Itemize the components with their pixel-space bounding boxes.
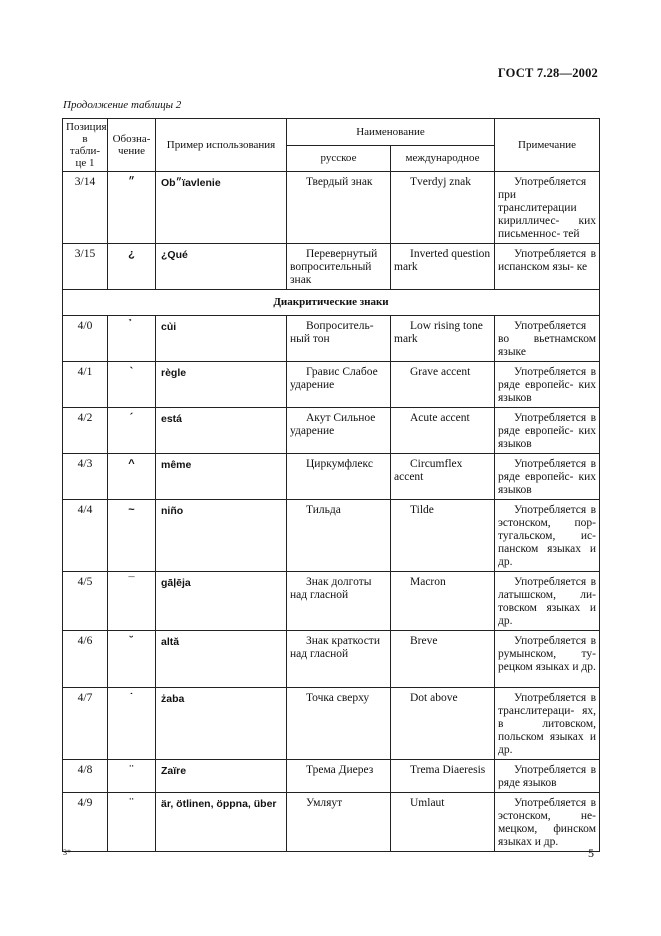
row-example-text: niño (161, 505, 184, 517)
row-international-name (391, 631, 495, 688)
row-russian-name-text: Трема Диерез (306, 764, 374, 776)
table-row (63, 793, 600, 852)
row-note-text: Употребляется во вьетнамском языке (498, 320, 596, 358)
row-designation (108, 244, 156, 290)
row-position-text: 4/2 (77, 412, 93, 424)
row-international-name-text: Acute accent (410, 412, 470, 424)
row-designation-text: ´ (129, 412, 134, 424)
row-designation (108, 688, 156, 760)
header-position: Позиция в табли- це 1 (63, 119, 108, 172)
row-position (63, 362, 108, 408)
row-russian-name (287, 500, 391, 572)
row-russian-name-text: Вопроситель- ный тон (290, 320, 374, 345)
row-position (63, 172, 108, 244)
table-row (63, 244, 600, 290)
row-position-text: 3/15 (74, 248, 96, 260)
row-example (156, 793, 287, 852)
row-international-name-text: Breve (410, 635, 438, 647)
row-note-text: Употребляется при транслитерации кирилличес- ких письменнос- тей (498, 176, 596, 240)
row-position (63, 454, 108, 500)
row-position-text: 4/3 (77, 458, 93, 470)
row-international-name (391, 172, 495, 244)
row-designation (108, 454, 156, 500)
row-note-text: Употребляется в румынском, ту- рецком языках и др. (498, 635, 596, 673)
row-russian-name (287, 760, 391, 793)
row-international-name (391, 316, 495, 362)
header-russian: русское (287, 145, 391, 172)
table-row (63, 454, 600, 500)
row-position (63, 316, 108, 362)
row-position (63, 572, 108, 631)
table-body-diacritics (63, 316, 600, 852)
row-russian-name (287, 631, 391, 688)
row-international-name (391, 408, 495, 454)
table-row (63, 572, 600, 631)
row-example (156, 688, 287, 760)
signature-mark: 3* (63, 848, 71, 857)
row-russian-name-text: Точка сверху (306, 692, 370, 704)
row-international-name (391, 793, 495, 852)
row-note-text: Употребляется в ряде европейс- ких языков (498, 366, 596, 404)
row-international-name (391, 362, 495, 408)
row-example-text: är, ötlinen, öppna, über (161, 798, 277, 810)
row-note (495, 631, 600, 688)
document-code: ГОСТ 7.28—2002 (497, 66, 598, 80)
row-russian-name (287, 244, 391, 290)
row-russian-name (287, 408, 391, 454)
row-designation (108, 793, 156, 852)
row-example-text: Ob״ïavlenie (161, 177, 221, 189)
row-russian-name (287, 793, 391, 852)
row-position (63, 500, 108, 572)
row-position (63, 244, 108, 290)
row-position-text: 4/0 (77, 320, 93, 332)
row-example (156, 172, 287, 244)
row-example (156, 631, 287, 688)
table-row (63, 172, 600, 244)
row-position-text: 3/14 (74, 176, 96, 188)
table-row (63, 500, 600, 572)
row-position-text: 4/6 (77, 635, 93, 647)
row-note (495, 244, 600, 290)
row-designation (108, 316, 156, 362)
row-example (156, 244, 287, 290)
row-designation (108, 408, 156, 454)
row-designation-text: ` (129, 366, 134, 378)
row-russian-name (287, 362, 391, 408)
row-designation-text: ~ (128, 504, 135, 516)
row-designation-text: ¨ (129, 797, 134, 809)
row-russian-name (287, 688, 391, 760)
row-designation-text: ˙ (129, 692, 134, 704)
row-position-text: 4/9 (77, 797, 93, 809)
row-example-text: Zaïre (161, 765, 187, 777)
row-example (156, 454, 287, 500)
row-position (63, 760, 108, 793)
row-russian-name-text: Перевернутый вопросительный знак (290, 248, 378, 286)
row-note-text: Употребляется в эстонском, пор- тугальском, ис- панском языках и др. (498, 504, 596, 568)
row-note-text: Употребляется в ряде европейс- ких языков (498, 458, 596, 496)
row-note-text: Употребляется в испанском язы- ке (498, 248, 596, 273)
diacritics-table (62, 118, 600, 852)
row-note-text: Употребляется в ряде европейс- ких языков (498, 412, 596, 450)
table-row (63, 362, 600, 408)
row-international-name (391, 760, 495, 793)
row-designation-text: ״ (128, 176, 135, 188)
row-designation-text: ¨ (129, 764, 134, 776)
row-position (63, 688, 108, 760)
row-international-name-text: Inverted question mark (394, 248, 491, 273)
row-russian-name-text: Гравис Слабое ударение (290, 366, 378, 391)
row-international-name-text: Umlaut (410, 797, 445, 809)
row-russian-name (287, 454, 391, 500)
header-name: Наименование (287, 119, 495, 146)
row-russian-name-text: Умляут (306, 797, 343, 809)
row-international-name-text: Circumflex accent (394, 458, 463, 483)
row-position-text: 4/1 (77, 366, 93, 378)
row-note (495, 760, 600, 793)
row-note (495, 172, 600, 244)
row-position-text: 4/4 (77, 504, 93, 516)
table-continuation-label: Продолжение таблицы 2 (63, 99, 182, 111)
row-example-text: altă (161, 636, 180, 648)
row-international-name (391, 244, 495, 290)
row-position (63, 408, 108, 454)
row-international-name-text: Tilde (410, 504, 434, 516)
row-designation (108, 760, 156, 793)
section-title: Диакритические знаки (63, 290, 600, 316)
row-note (495, 362, 600, 408)
table-row (63, 408, 600, 454)
row-international-name (391, 454, 495, 500)
row-example (156, 760, 287, 793)
row-international-name-text: Macron (410, 576, 446, 588)
row-note (495, 316, 600, 362)
row-example (156, 408, 287, 454)
row-position-text: 4/8 (77, 764, 93, 776)
table-body-symbols (63, 172, 600, 290)
table-row (63, 316, 600, 362)
row-example-text: củi (161, 321, 177, 333)
row-position-text: 4/5 (77, 576, 93, 588)
header-international: международное (391, 145, 495, 172)
row-designation (108, 500, 156, 572)
row-international-name-text: Dot above (410, 692, 458, 704)
row-position (63, 631, 108, 688)
row-note (495, 793, 600, 852)
row-russian-name (287, 172, 391, 244)
row-international-name-text: Grave accent (410, 366, 471, 378)
table-row (63, 760, 600, 793)
table-row (63, 688, 600, 760)
row-designation-text: ˘ (129, 635, 134, 647)
row-designation (108, 362, 156, 408)
header-note: Примечание (495, 119, 600, 172)
row-international-name-text: Trema Diaeresis (410, 764, 486, 776)
header-example: Пример использования (156, 119, 287, 172)
row-russian-name-text: Циркумфлекс (306, 458, 373, 470)
row-example (156, 316, 287, 362)
page-number: 5 (588, 846, 594, 860)
row-example-text: même (161, 459, 192, 471)
row-russian-name-text: Знак долготы над гласной (290, 576, 372, 601)
row-international-name-text: Low rising tone mark (394, 320, 483, 345)
row-note-text: Употребляется в эстонском, не- мецком, финском языках и др. (498, 797, 596, 848)
row-example (156, 362, 287, 408)
row-designation (108, 572, 156, 631)
row-russian-name-text: Знак краткости над гласной (290, 635, 380, 660)
row-example-text: gāļēja (161, 577, 191, 589)
row-note-text: Употребляется в ряде языков (498, 764, 596, 789)
row-note (495, 454, 600, 500)
row-example-text: ¿Qué (161, 249, 188, 261)
row-international-name (391, 572, 495, 631)
row-international-name (391, 500, 495, 572)
row-note-text: Употребляется в латышском, ли- товском языках и др. (498, 576, 596, 627)
row-designation-text: ^ (128, 458, 135, 470)
row-russian-name (287, 316, 391, 362)
row-international-name-text: Tverdyj znak (410, 176, 471, 188)
row-designation (108, 631, 156, 688)
row-example (156, 572, 287, 631)
row-designation-text: ¯ (128, 576, 135, 588)
row-example (156, 500, 287, 572)
row-international-name (391, 688, 495, 760)
row-russian-name (287, 572, 391, 631)
row-note (495, 688, 600, 760)
row-russian-name-text: Акут Сильное ударение (290, 412, 376, 437)
row-note (495, 408, 600, 454)
row-russian-name-text: Тильда (306, 504, 341, 516)
row-example-text: está (161, 413, 183, 425)
row-note (495, 500, 600, 572)
row-position (63, 793, 108, 852)
row-designation-text: ¿ (128, 248, 135, 260)
row-position-text: 4/7 (77, 692, 93, 704)
table-row (63, 631, 600, 688)
section-row (63, 290, 600, 316)
row-note-text: Употребляется в транслитераци- ях, в литовском, польском языках и др. (498, 692, 596, 756)
row-russian-name-text: Твердый знак (306, 176, 373, 188)
row-designation (108, 172, 156, 244)
row-note (495, 572, 600, 631)
header-designation: Обозна- чение (108, 119, 156, 172)
row-example-text: żaba (161, 693, 185, 705)
row-example-text: règle (161, 367, 187, 379)
